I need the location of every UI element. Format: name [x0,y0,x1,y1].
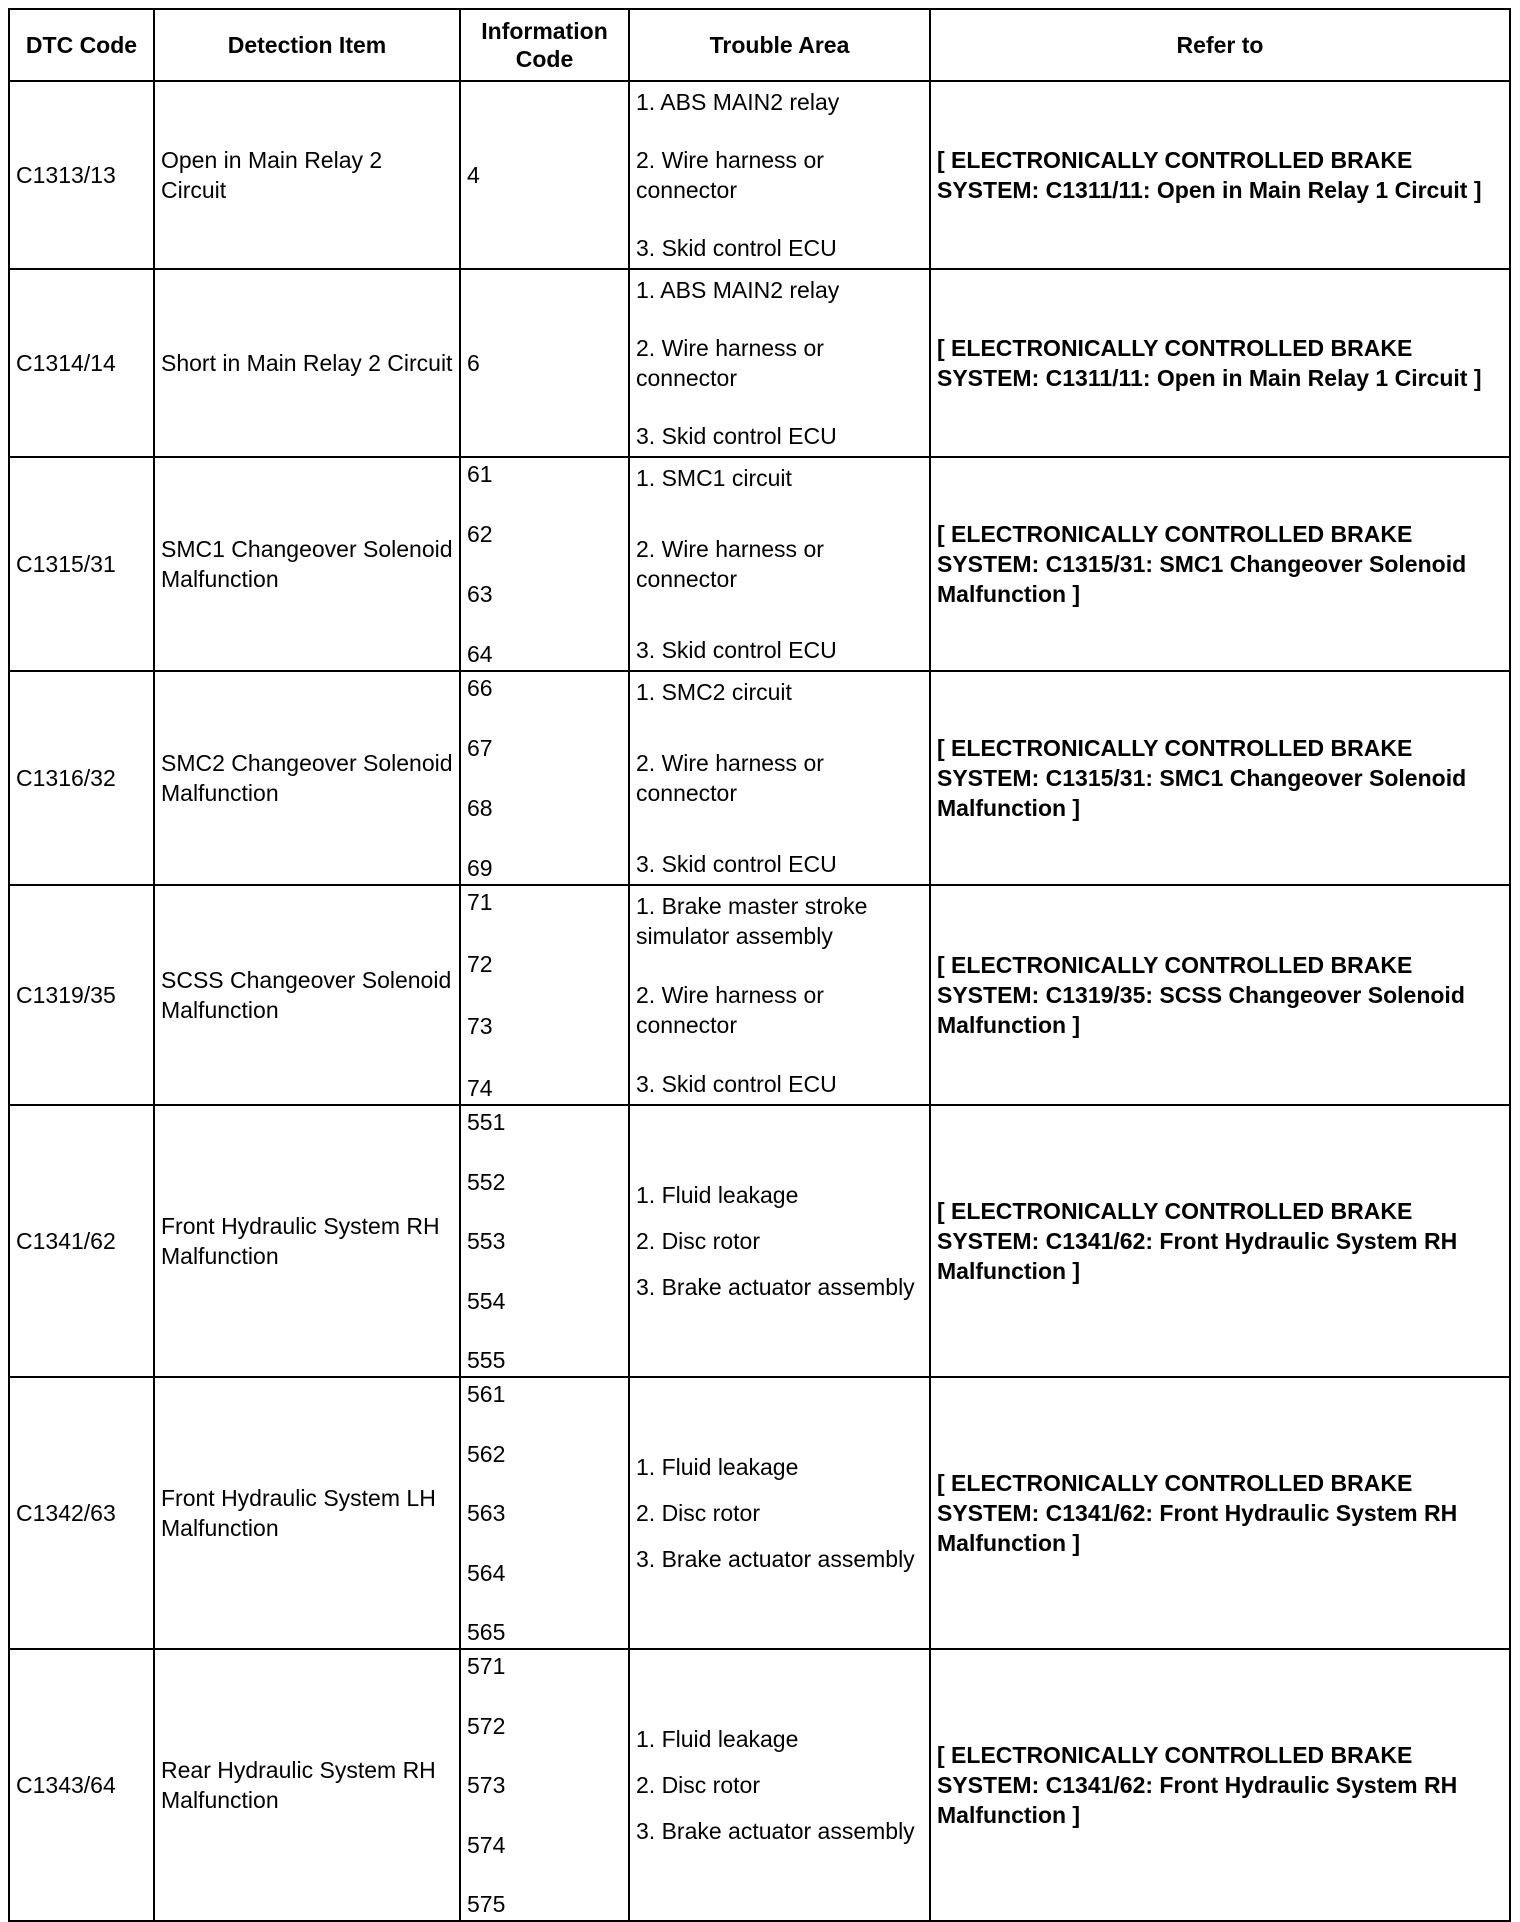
cell-refer-to: [ ELECTRONICALLY CONTROLLED BRAKE SYSTEM: C1341/62: Front Hydraulic System RH Malfunction ] [930,1105,1510,1377]
trouble-area-list [636,1452,923,1574]
cell-detection-item: Front Hydraulic System RH Malfunction [154,1105,460,1377]
cell-trouble-area [629,457,930,671]
table-row [9,671,1510,885]
cell-detection-item: SMC1 Changeover Solenoid Malfunction [154,457,460,671]
information-code: 64 [467,641,493,667]
information-code: 69 [467,855,493,881]
information-code-list [467,160,622,190]
trouble-area-item: 2. Wire harness or connector [636,750,824,806]
information-code: 575 [467,1891,506,1917]
information-code: 574 [467,1831,506,1858]
trouble-area-list [636,1180,923,1302]
cell-trouble-area [629,81,930,269]
cell-detection-item: SCSS Changeover Solenoid Malfunction [154,885,460,1105]
cell-dtc-code: C1342/63 [9,1377,154,1649]
cell-detection-item: Open in Main Relay 2 Circuit [154,81,460,269]
table-header [9,9,1510,81]
trouble-area-item: 1. Fluid leakage [636,1726,799,1752]
trouble-area-list [636,891,923,1099]
cell-trouble-area [629,269,930,457]
trouble-area-item: 1. Fluid leakage [636,1454,799,1480]
cell-trouble-area [629,1377,930,1649]
header-information-code: Information Code [460,9,629,81]
cell-refer-to: [ ELECTRONICALLY CONTROLLED BRAKE SYSTEM: C1311/11: Open in Main Relay 1 Circuit ] [930,81,1510,269]
information-code: 4 [467,162,480,188]
cell-trouble-area [629,1649,930,1921]
trouble-area-item: 1. Brake master stroke simulator assembly [636,893,868,949]
information-code: 66 [467,675,493,701]
information-code-list [467,1107,622,1375]
information-code-list [467,348,622,378]
header-detection-item: Detection Item [154,9,460,81]
trouble-area-list [636,463,923,665]
cell-refer-to: [ ELECTRONICALLY CONTROLLED BRAKE SYSTEM: C1341/62: Front Hydraulic System RH Malfunction ] [930,1649,1510,1921]
information-code: 74 [467,1075,493,1101]
cell-dtc-code: C1341/62 [9,1105,154,1377]
cell-information-code [460,81,629,269]
information-code: 62 [467,521,493,547]
information-code: 73 [467,1013,493,1039]
information-code: 6 [467,350,480,376]
table-row [9,885,1510,1105]
trouble-area-item: 3. Brake actuator assembly [636,1818,915,1844]
table-row [9,269,1510,457]
trouble-area-list [636,275,923,451]
table-body [9,81,1510,1921]
dtc-table [8,8,1511,1922]
cell-refer-to: [ ELECTRONICALLY CONTROLLED BRAKE SYSTEM: C1315/31: SMC1 Changeover Solenoid Malfunction ] [930,671,1510,885]
trouble-area-item: 2. Disc rotor [636,1228,760,1254]
cell-information-code [460,269,629,457]
trouble-area-list [636,1724,923,1846]
information-code: 551 [467,1109,506,1135]
information-code: 61 [467,461,493,487]
trouble-area-item: 2. Disc rotor [636,1772,760,1798]
cell-refer-to: [ ELECTRONICALLY CONTROLLED BRAKE SYSTEM: C1319/35: SCSS Changeover Solenoid Malfunction ] [930,885,1510,1105]
table-row [9,1105,1510,1377]
trouble-area-item: 1. ABS MAIN2 relay [636,277,840,303]
cell-dtc-code: C1314/14 [9,269,154,457]
trouble-area-list [636,677,923,879]
information-code: 553 [467,1228,506,1254]
cell-information-code [460,671,629,885]
cell-information-code [460,1377,629,1649]
trouble-area-item: 3. Skid control ECU [636,1071,837,1097]
information-code-list [467,887,622,1103]
cell-information-code [460,1105,629,1377]
trouble-area-item: 3. Brake actuator assembly [636,1274,915,1300]
trouble-area-item: 1. Fluid leakage [636,1182,799,1208]
table-row [9,81,1510,269]
cell-dtc-code: C1313/13 [9,81,154,269]
cell-detection-item: Short in Main Relay 2 Circuit [154,269,460,457]
trouble-area-item: 3. Skid control ECU [636,851,837,877]
information-code-list [467,459,622,669]
information-code: 573 [467,1772,506,1798]
cell-information-code [460,885,629,1105]
document-sheet [8,8,1511,1922]
trouble-area-item: 1. SMC1 circuit [636,465,792,491]
trouble-area-item: 2. Disc rotor [636,1500,760,1526]
header-refer-to: Refer to [930,9,1510,81]
information-code: 571 [467,1653,506,1679]
table-row [9,1649,1510,1921]
cell-trouble-area [629,671,930,885]
trouble-area-item: 3. Skid control ECU [636,423,837,449]
header-trouble-area: Trouble Area [629,9,930,81]
trouble-area-item: 3. Brake actuator assembly [636,1546,915,1572]
header-dtc-code: DTC Code [9,9,154,81]
trouble-area-item: 2. Wire harness or connector [636,147,824,203]
cell-refer-to: [ ELECTRONICALLY CONTROLLED BRAKE SYSTEM: C1311/11: Open in Main Relay 1 Circuit ] [930,269,1510,457]
information-code: 67 [467,735,493,761]
information-code: 68 [467,795,493,821]
trouble-area-item: 2. Wire harness or connector [636,982,824,1038]
cell-refer-to: [ ELECTRONICALLY CONTROLLED BRAKE SYSTEM: C1341/62: Front Hydraulic System RH Malfunction ] [930,1377,1510,1649]
cell-detection-item: SMC2 Changeover Solenoid Malfunction [154,671,460,885]
cell-dtc-code: C1316/32 [9,671,154,885]
table-row [9,457,1510,671]
information-code: 564 [467,1559,506,1586]
trouble-area-item: 3. Skid control ECU [636,637,837,663]
information-code: 562 [467,1440,506,1467]
cell-detection-item: Rear Hydraulic System RH Malfunction [154,1649,460,1921]
cell-trouble-area [629,1105,930,1377]
trouble-area-item: 1. SMC2 circuit [636,679,792,705]
trouble-area-item: 2. Wire harness or connector [636,335,824,391]
information-code: 71 [467,889,493,915]
information-code-list [467,673,622,883]
cell-dtc-code: C1343/64 [9,1649,154,1921]
information-code: 552 [467,1168,506,1195]
cell-trouble-area [629,885,930,1105]
cell-information-code [460,1649,629,1921]
information-code: 63 [467,581,493,607]
table-row [9,1377,1510,1649]
trouble-area-item: 3. Skid control ECU [636,235,837,261]
cell-dtc-code: C1319/35 [9,885,154,1105]
cell-refer-to: [ ELECTRONICALLY CONTROLLED BRAKE SYSTEM: C1315/31: SMC1 Changeover Solenoid Malfunction ] [930,457,1510,671]
information-code: 565 [467,1619,506,1645]
information-code: 554 [467,1287,506,1314]
trouble-area-list [636,87,923,263]
header-row [9,9,1510,81]
cell-information-code [460,457,629,671]
cell-detection-item: Front Hydraulic System LH Malfunction [154,1377,460,1649]
information-code: 555 [467,1347,506,1373]
trouble-area-item: 1. ABS MAIN2 relay [636,89,840,115]
information-code-list [467,1379,622,1647]
information-code: 72 [467,951,493,977]
information-code: 563 [467,1500,506,1526]
information-code-list [467,1651,622,1919]
information-code: 561 [467,1381,506,1407]
cell-dtc-code: C1315/31 [9,457,154,671]
information-code: 572 [467,1712,506,1739]
trouble-area-item: 2. Wire harness or connector [636,536,824,592]
